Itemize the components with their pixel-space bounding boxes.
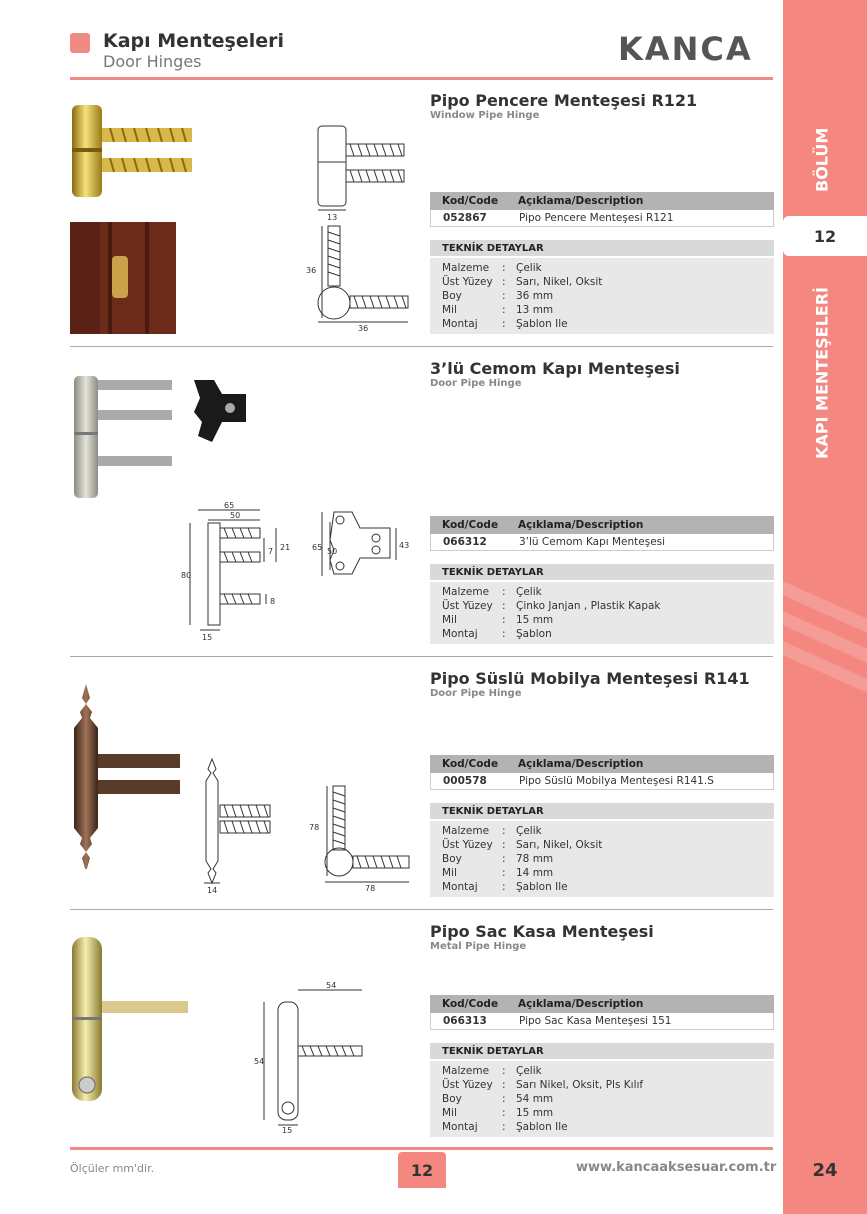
code-table-header [430,755,774,773]
spec-row: Malzeme : Çelik [442,1065,542,1077]
dimension-label: 65 [224,501,235,510]
dimension-label: 78 [365,884,376,893]
section-divider [70,656,773,657]
dimension-label: 15 [202,633,213,642]
spec-key: Malzeme [442,1065,490,1077]
spec-row: Malzeme : Çelik [442,825,542,837]
dimension-label: 50 [230,511,241,520]
product-subtitle: Window Pipe Hinge [430,110,540,121]
product-subtitle: Door Pipe Hinge [430,378,522,389]
description-header: Açıklama/Description [518,195,644,207]
spec-key: Boy [442,1093,462,1105]
spec-value: 13 mm [516,304,554,316]
spec-key: Malzeme [442,262,490,274]
dimension-label: 36 [358,324,369,333]
product-code: 052867 [443,212,487,224]
spec-value: 54 mm [516,1093,554,1105]
product-photo [66,935,191,1103]
product-photo [70,100,200,205]
installed-photo [70,222,176,334]
spec-row: Mil : 13 mm [442,304,554,316]
dimension-label: 36 [306,266,317,275]
spec-row: Boy : 54 mm [442,1093,554,1105]
spec-key: Üst Yüzey [442,839,493,851]
technical-drawing [190,757,285,897]
category-label: KAPI MENTEŞELERİ [812,287,832,459]
brand-logo: KANCA [618,30,753,68]
page-title: Kapı Menteşeleri [103,30,285,52]
code-table [430,995,774,1030]
spec-key: Mil [442,614,457,626]
page-number: 12 [398,1152,446,1188]
spec-key: Montaj [442,318,478,330]
dimension-label: 65 [312,543,323,552]
dimension-label: 54 [326,981,337,990]
product-description: Pipo Pencere Menteşesi R121 [519,212,674,224]
spec-value: Sarı, Nikel, Oksit [516,839,603,851]
dimension-label: 43 [399,541,410,550]
product-title: Pipo Pencere Menteşesi R121 [430,91,698,110]
tech-header: TEKNİK DETAYLAR [430,1043,774,1059]
spec-row: Mil : 14 mm [442,867,554,879]
spec-value: Çelik [516,825,542,837]
code-header: Kod/Code [442,998,499,1010]
code-header: Kod/Code [442,195,499,207]
spec-row: Montaj : Şablon Ile [442,1121,568,1133]
dimension-label: 8 [270,597,276,606]
dimension-label: 14 [207,886,218,895]
spec-key: Mil [442,304,457,316]
product-subtitle: Metal Pipe Hinge [430,941,527,952]
product-photo [70,372,260,500]
spec-row: Üst Yüzey : Sarı, Nikel, Oksit [442,839,603,851]
section-label: BÖLÜM [812,127,832,193]
technical-drawing [300,118,420,333]
tech-details [430,1061,774,1137]
spec-value: Şablon Ile [516,318,568,330]
table-row [430,210,774,227]
tech-details [430,258,774,334]
description-header: Açıklama/Description [518,998,644,1010]
spec-row: Montaj : Şablon [442,628,552,640]
spec-key: Üst Yüzey [442,276,493,288]
spec-key: Malzeme [442,825,490,837]
tech-header: TEKNİK DETAYLAR [430,564,774,580]
spec-row: Boy : 36 mm [442,290,554,302]
dimension-label: 78 [309,823,320,832]
code-table-header [430,516,774,534]
tech-header: TEKNİK DETAYLAR [430,803,774,819]
code-header: Kod/Code [442,758,499,770]
code-table [430,755,774,790]
tech-header: TEKNİK DETAYLAR [430,240,774,256]
spec-key: Mil [442,1107,457,1119]
product-title: 3’lü Cemom Kapı Menteşesi [430,359,680,378]
description-header: Açıklama/Description [518,758,644,770]
technical-drawing [310,502,415,582]
product-code: 000578 [443,775,487,787]
product-title: Pipo Sac Kasa Menteşesi [430,922,654,941]
spec-key: Montaj [442,628,478,640]
product-code: 066313 [443,1015,487,1027]
spec-row: Boy : 78 mm [442,853,554,865]
footer-divider [70,1147,773,1150]
spec-row: Üst Yüzey : Sarı, Nikel, Oksit [442,276,603,288]
spec-value: 14 mm [516,867,554,879]
spec-row: Malzeme : Çelik [442,586,542,598]
spec-row: Üst Yüzey : Sarı Nikel, Oksit, Pls Kılıf [442,1079,644,1091]
technical-drawing [305,780,415,895]
spec-key: Üst Yüzey [442,1079,493,1091]
product-description: Pipo Süslü Mobilya Menteşesi R141.S [519,775,714,787]
code-table-header [430,995,774,1013]
section-divider [70,346,773,347]
spec-value: Sarı Nikel, Oksit, Pls Kılıf [516,1079,644,1091]
product-title: Pipo Süslü Mobilya Menteşesi R141 [430,669,750,688]
spec-value: Şablon Ile [516,881,568,893]
spec-key: Boy [442,853,462,865]
dimension-label: 21 [280,543,291,552]
spec-value: Çelik [516,586,542,598]
spec-row: Mil : 15 mm [442,614,554,626]
product-description: Pipo Sac Kasa Menteşesi 151 [519,1015,672,1027]
description-header: Açıklama/Description [518,519,644,531]
dimension-label: 13 [327,213,338,222]
dimension-label: 7 [268,547,274,556]
spec-value: 15 mm [516,1107,554,1119]
tech-details [430,582,774,644]
spec-value: Çelik [516,1065,542,1077]
section-divider [70,909,773,910]
spec-row: Malzeme : Çelik [442,262,542,274]
spec-value: 36 mm [516,290,554,302]
table-row [430,534,774,551]
dimension-label: 54 [254,1057,265,1066]
spec-key: Üst Yüzey [442,600,493,612]
page-subtitle: Door Hinges [103,52,202,71]
code-table [430,192,774,227]
technical-drawing [250,980,375,1135]
header-marker [70,33,90,53]
dimension-label: 80 [181,571,192,580]
dimension-label: 15 [282,1126,293,1135]
spec-key: Montaj [442,881,478,893]
spec-key: Boy [442,290,462,302]
spec-value: Çinko Janjan , Plastik Kapak [516,600,661,612]
dimension-label: 50 [327,547,338,556]
header-divider [70,77,773,80]
footer-note: Ölçüler mm'dir. [70,1162,155,1175]
table-row [430,773,774,790]
spec-value: 78 mm [516,853,554,865]
spec-value: Sarı, Nikel, Oksit [516,276,603,288]
spec-key: Mil [442,867,457,879]
website-link[interactable]: www.kancaaksesuar.com.tr [576,1160,777,1175]
spec-value: 15 mm [516,614,554,626]
spec-value: Çelik [516,262,542,274]
spec-value: Şablon Ile [516,1121,568,1133]
code-table [430,516,774,551]
section-number: 12 [783,216,867,256]
spec-key: Montaj [442,1121,478,1133]
spec-row: Montaj : Şablon Ile [442,318,568,330]
catalog-page-number: 24 [783,1147,867,1193]
product-description: 3’lü Cemom Kapı Menteşesi [519,536,666,548]
technical-drawing [180,498,300,643]
spec-key: Malzeme [442,586,490,598]
product-subtitle: Door Pipe Hinge [430,688,522,699]
spec-row: Mil : 15 mm [442,1107,554,1119]
code-table-header [430,192,774,210]
product-code: 066312 [443,536,487,548]
code-header: Kod/Code [442,519,499,531]
tech-details [430,821,774,897]
spec-row: Montaj : Şablon Ile [442,881,568,893]
product-photo [70,684,185,869]
spec-row: Üst Yüzey : Çinko Janjan , Plastik Kapak [442,600,661,612]
table-row [430,1013,774,1030]
spec-value: Şablon [516,628,552,640]
